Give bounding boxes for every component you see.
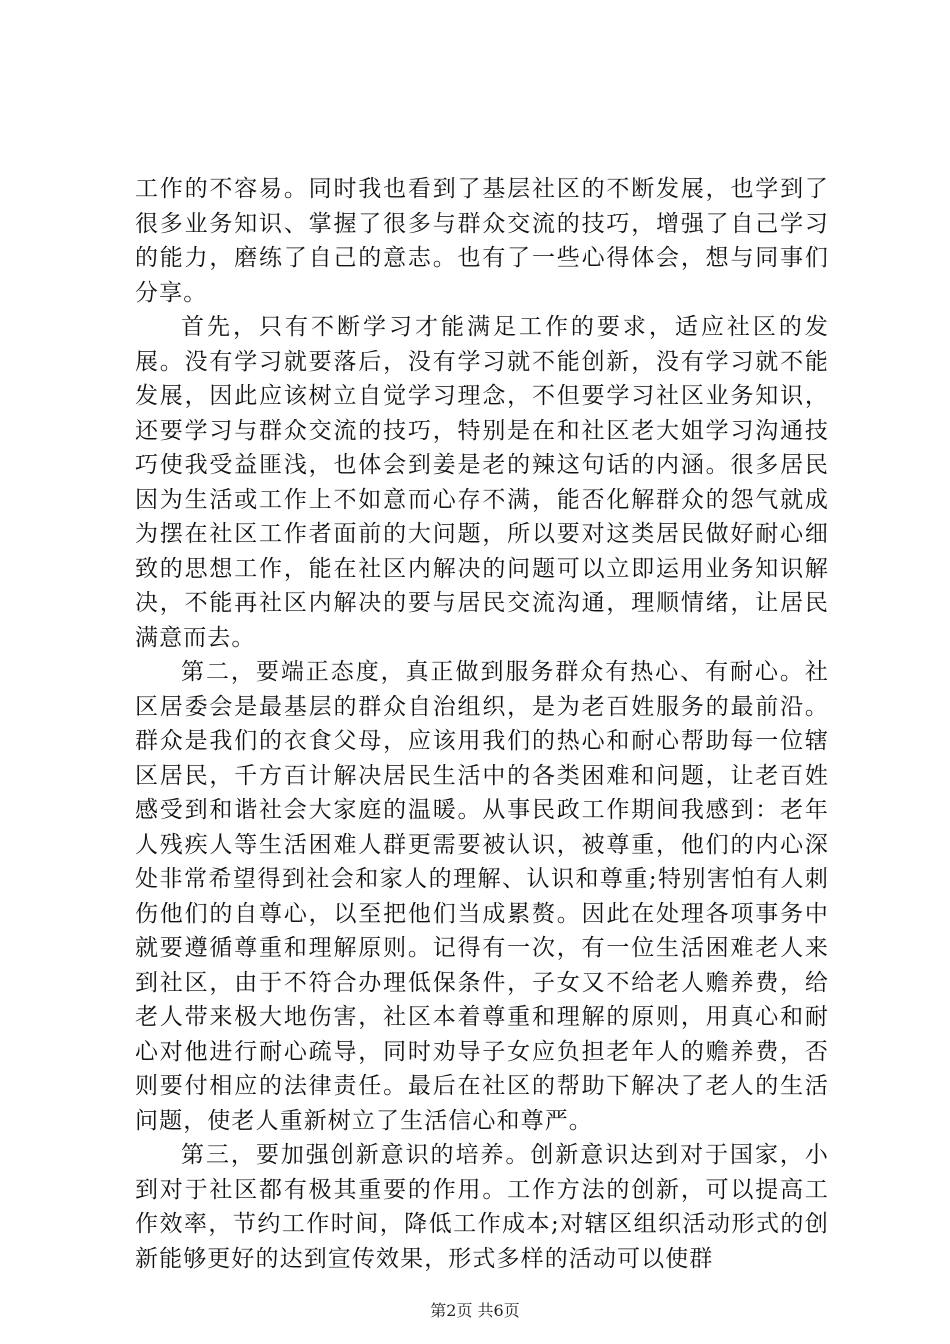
paragraph-third-point: 第三，要加强创新意识的培养。创新意识达到对于国家，小到对于社区都有极其重要的作用。工作方法的创新，可以提高工作效率，节约工作时间，降低工作成本;对辖区组织活动形式的创新能够更好的达到宣传效果，形式多样的活动可以使群: [135, 1142, 829, 1272]
paragraph-second-point: 第二，要端正态度，真正做到服务群众有热心、有耐心。社区居委会是最基层的群众自治组织，是为老百姓服务的最前沿。群众是我们的衣食父母，应该用我们的热心和耐心帮助每一位辖区居民，千方百计解决居民生活中的各类困难和问题，让老百姓感受到和谐社会大家庭的温暖。从事民政工作期间我感到：老年人残疾人等生活困难人群更需要被认识，被尊重，他们的内心深处非常希望得到社会和家人的理解、认识和尊重;特别害怕有人刺伤他们的自尊心，以至把他们当成累赘。因此在处理各项事务中就要遵循尊重和理解原则。记得有一次，有一位生活困难老人来到社区，由于不符合办理低保条件，子女又不给老人赡养费，给老人带来极大地伤害，社区本着尊重和理解的原则，用真心和耐心对他进行耐心疏导，同时劝导子女应负担老年人的赡养费，否则要付相应的法律责任。最后在社区的帮助下解决了老人的生活问题，使老人重新树立了生活信心和尊严。: [135, 659, 829, 1134]
document-body: [135, 172, 829, 1276]
page-number-footer: 第2页 共6页: [430, 1301, 520, 1320]
paragraph-continuation: 工作的不容易。同时我也看到了基层社区的不断发展，也学到了很多业务知识、掌握了很多与群众交流的技巧，增强了自己学习的能力，磨练了自己的意志。也有了一些心得体会，想与同事们分享。: [135, 176, 829, 306]
paragraph-first-point: 首先，只有不断学习才能满足工作的要求，适应社区的发展。没有学习就要落后，没有学习就不能创新，没有学习就不能发展，因此应该树立自觉学习理念，不但要学习社区业务知识，还要学习与群众交流的技巧，特别是在和社区老大姐学习沟通技巧使我受益匪浅，也体会到姜是老的辣这句话的内涵。很多居民因为生活或工作上不如意而心存不满，能否化解群众的怨气就成为摆在社区工作者面前的大问题，所以要对这类居民做好耐心细致的思想工作，能在社区内解决的问题可以立即运用业务知识解决，不能再社区内解决的要与居民交流沟通，理顺情绪，让居民满意而去。: [135, 314, 829, 651]
